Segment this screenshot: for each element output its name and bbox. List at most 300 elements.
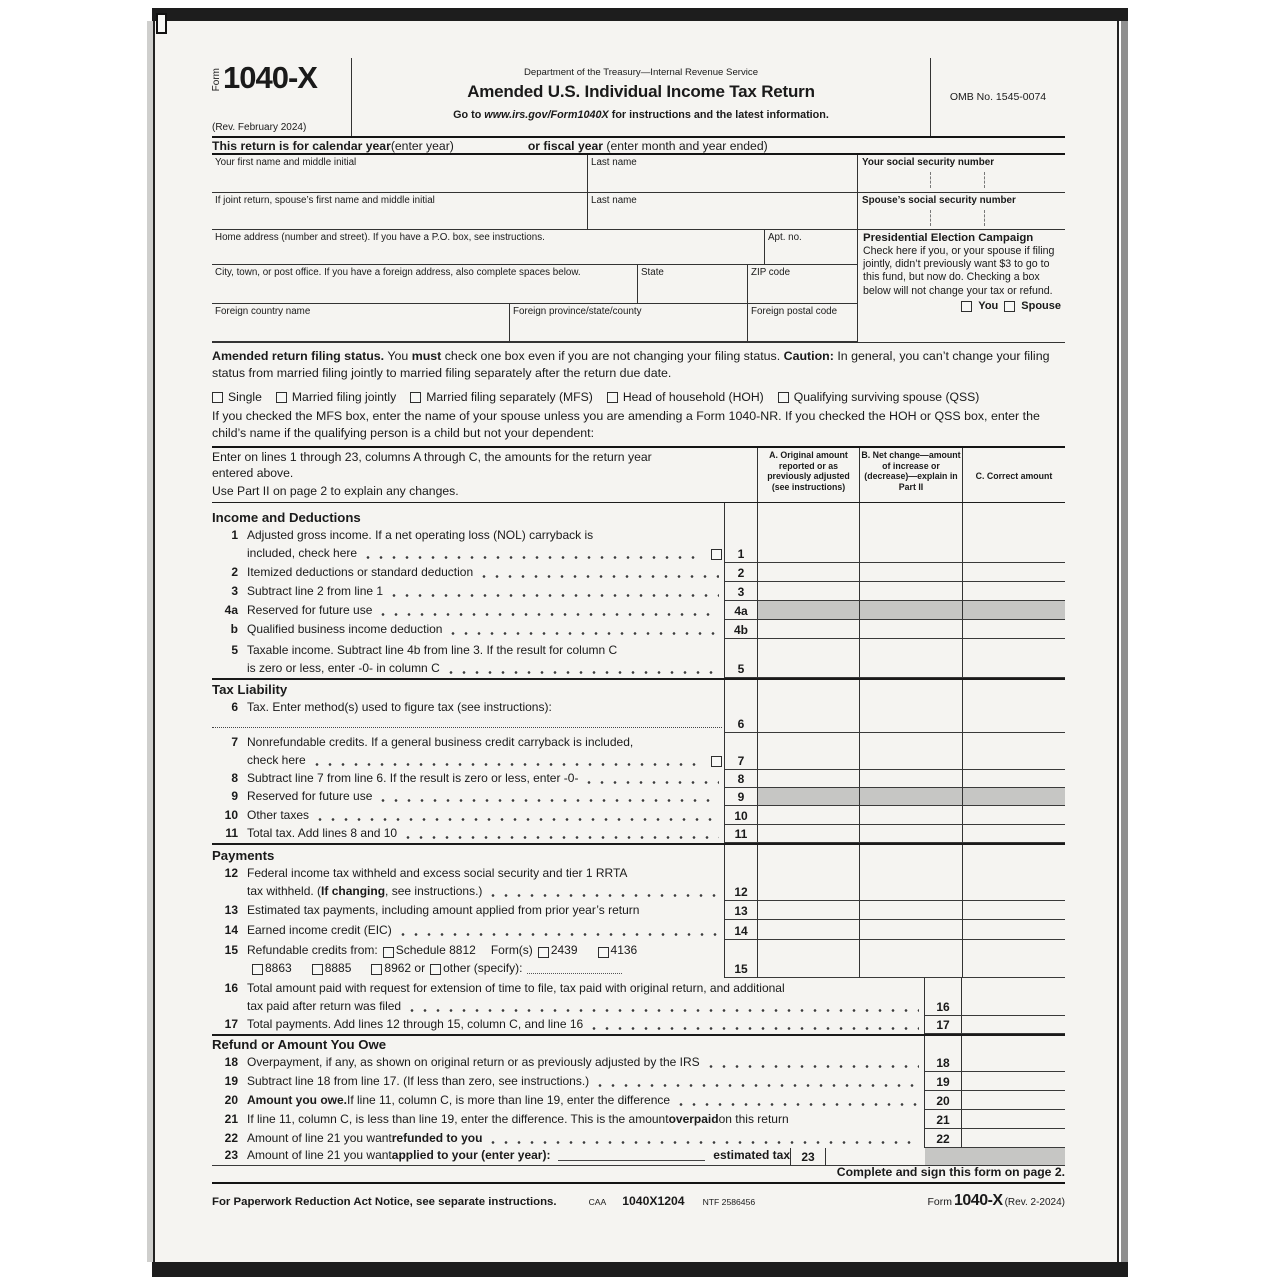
label-text: 8962 or: [384, 960, 426, 975]
label-text: 8863: [265, 960, 292, 975]
line-3-colB[interactable]: [860, 582, 963, 601]
line-19-number: 19: [925, 1072, 962, 1091]
table-row-line-5: [212, 639, 1065, 678]
label-text: Schedule 8812: [395, 943, 476, 958]
label-text: other (specify):: [443, 960, 523, 975]
section-heading: Payments: [212, 848, 275, 864]
fiscal-year-hint[interactable]: (enter month and year ended): [603, 138, 768, 153]
line-13-number: 13: [725, 901, 758, 920]
form-number-block: [212, 58, 352, 136]
presidential-election-campaign-box: [858, 230, 1065, 342]
table-row-line-14: [212, 920, 1065, 940]
line-number: 12: [224, 866, 238, 881]
line-11-colA[interactable]: [758, 825, 860, 843]
line-18-number: 18: [925, 1036, 962, 1072]
spouse-first-name-field[interactable]: [212, 193, 588, 230]
line-4b-number: 4b: [725, 620, 758, 639]
dot-leaders: [587, 780, 719, 785]
line-21-description: [212, 1110, 925, 1129]
ntf-number: NTF 2586456: [702, 1197, 756, 1207]
amounts-table-body: [212, 503, 1065, 1166]
irs-url: www.irs.gov/Form1040X: [484, 109, 609, 121]
goto-prefix: Go to: [453, 109, 485, 121]
line-12-colA[interactable]: [758, 845, 860, 901]
line-number: 23: [224, 1147, 238, 1162]
paperwork-notice: For Paperwork Reduction Act Notice, see separate instructions.: [212, 1196, 557, 1208]
label-text: , see instructions.): [385, 883, 483, 898]
line-9-colC[interactable]: [963, 788, 1065, 806]
checkbox[interactable]: [312, 964, 323, 975]
table-row-line-12: [212, 843, 1065, 901]
line-15-colC[interactable]: [963, 940, 1065, 978]
table-row-line-17: [212, 1016, 1065, 1034]
label-text: Other taxes: [247, 807, 310, 822]
label-text: 8885: [324, 960, 352, 975]
line-number: 21: [224, 1111, 238, 1126]
line-3-colC[interactable]: [963, 582, 1065, 601]
line-number: 6: [231, 700, 238, 714]
dot-leaders: [381, 612, 719, 617]
label-text: Estimated tax payments, including amount applied from prior year’s return: [247, 902, 640, 917]
line-14-colC[interactable]: [963, 920, 1065, 940]
line-21-amount[interactable]: [962, 1110, 1065, 1129]
form-header: [212, 58, 1065, 138]
line-14-colB[interactable]: [860, 920, 963, 940]
filing-status-must: must: [411, 349, 442, 363]
qss-label: Qualifying surviving spouse (QSS): [793, 390, 980, 404]
line-12-number: 12: [725, 845, 758, 901]
line-23-blank[interactable]: [826, 1148, 925, 1166]
line-number: 15: [224, 943, 238, 958]
dot-leaders: [318, 817, 719, 822]
column-b-header: B. Net change—amount of increase or (decrease)—explain in Part II: [860, 448, 963, 502]
section-heading: Refund or Amount You Owe: [212, 1036, 387, 1052]
label-text: Subtract line 7 from line 6. If the result is zero or less, enter -0-: [247, 770, 579, 785]
taxpayer-info-grid: [212, 155, 1065, 343]
table-row-line-4b: [212, 620, 1065, 639]
filing-status-caution: Caution:: [783, 349, 834, 363]
line-10-number: 10: [725, 806, 758, 825]
mfs-hoh-note: If you checked the MFS box, enter the name of your spouse unless you are amending a Form 1040-NR. If you checked the HOH or QSS box, enter the child’s name if the qualifying person is a child but not your dependent:: [212, 408, 1065, 448]
line-9-colB[interactable]: [860, 788, 963, 806]
table-row-line-13: [212, 901, 1065, 920]
sign-note-row: [212, 1166, 1065, 1184]
table-row-line-20: [212, 1091, 1065, 1110]
line-7-colA[interactable]: [758, 733, 860, 770]
line-4b-colA[interactable]: [758, 620, 860, 639]
apt-no-field[interactable]: [765, 230, 857, 266]
line-2-colB[interactable]: [860, 563, 963, 582]
line-4b-colC[interactable]: [963, 620, 1065, 639]
dot-leaders: [392, 593, 719, 598]
line-22-amount[interactable]: [962, 1129, 1065, 1148]
table-row-line-10: [212, 806, 1065, 825]
apt-no-label: Apt. no.: [768, 231, 802, 243]
dot-leaders: [451, 631, 719, 636]
ssn-divider: [930, 210, 931, 226]
line-5-number: 5: [725, 639, 758, 678]
sign-note: Complete and sign this form on page 2.: [836, 1165, 1065, 1179]
form-content: [212, 58, 1065, 1210]
table-row-line-19: [212, 1072, 1065, 1091]
foreign-province-field[interactable]: [510, 304, 748, 342]
line-12-description: [212, 845, 725, 901]
table-row-line-21: [212, 1110, 1065, 1129]
line-4a-colC[interactable]: [963, 601, 1065, 620]
line-13-colC[interactable]: [963, 901, 1065, 920]
dot-leaders: [592, 1026, 919, 1031]
first-name-field[interactable]: [212, 155, 588, 193]
table-row-line-2: [212, 563, 1065, 582]
table-row-line-7: [212, 733, 1065, 770]
line-10-colA[interactable]: [758, 806, 860, 825]
line-number: 9: [231, 788, 238, 803]
checkbox[interactable]: [371, 964, 382, 975]
checkbox[interactable]: [383, 947, 394, 958]
goto-suffix: for instructions and the latest information.: [608, 109, 829, 121]
table-row-line-1: [212, 503, 1065, 563]
line-1-number: 1: [725, 503, 758, 563]
state-label: State: [641, 267, 664, 279]
spouse-last-name-label: Last name: [591, 194, 637, 206]
line-7-description: [212, 733, 725, 770]
foreign-province-label: Foreign province/state/county: [513, 306, 642, 318]
line-6-colC[interactable]: [963, 680, 1065, 733]
label-text: Subtract line 18 from line 17. (If less than zero, see instructions.): [247, 1073, 590, 1088]
line-8-description: [212, 770, 725, 788]
line-14-description: [212, 920, 725, 940]
line-13-colB[interactable]: [860, 901, 963, 920]
filing-status-mfs[interactable]: [410, 390, 593, 404]
line-18-amount[interactable]: [962, 1036, 1065, 1072]
line-number: 10: [224, 807, 238, 822]
line-5-colB[interactable]: [860, 639, 963, 678]
line-21-number: 21: [925, 1110, 962, 1129]
line-number: 5: [231, 643, 238, 658]
table-row-line-23: [212, 1148, 1065, 1166]
line-number: 11: [225, 825, 238, 840]
filing-status-text: check one box even if you are not changing your filing status.: [441, 349, 784, 363]
label-text: Form(s): [490, 943, 533, 958]
dot-leaders: [482, 574, 719, 579]
table-intro-line2: Use Part II on page 2 to explain any changes.: [212, 484, 459, 498]
line-20-amount[interactable]: [962, 1091, 1065, 1110]
label-text: Nonrefundable credits. If a general business credit carryback is included,: [247, 735, 634, 750]
label-text: 4136: [610, 943, 638, 958]
line-number: 16: [224, 981, 238, 996]
line-15-colA[interactable]: [758, 940, 860, 978]
line-number: 3: [231, 583, 238, 598]
pec-body: Check here if you, or your spouse if filing jointly, didn’t previously want $3 to go to this fund, but now do. Checking a box below will not change your tax or refund.: [863, 244, 1055, 297]
line-4a-colA[interactable]: [758, 601, 860, 620]
qss-checkbox[interactable]: [778, 392, 789, 403]
label-text: Taxable income. Subtract line 4b from line 3. If the result for column C: [247, 643, 618, 658]
line-number: 19: [224, 1073, 238, 1088]
ssn-divider: [930, 172, 931, 188]
checkbox[interactable]: [252, 964, 263, 975]
dot-leaders: [491, 893, 719, 898]
table-row-line-15: [212, 940, 1065, 978]
pec-you-label: You: [978, 300, 999, 313]
label-text: If line 11, column C, is less than line 19, enter the difference. This is the amount: [247, 1111, 669, 1126]
checkbox[interactable]: [538, 947, 549, 958]
line-3-description: [212, 582, 725, 601]
pec-you-checkbox[interactable]: [961, 301, 972, 312]
form-footer: [212, 1192, 1065, 1210]
dot-leaders: [679, 1102, 919, 1107]
zip-label: ZIP code: [751, 267, 791, 279]
line-20-description: [212, 1091, 925, 1110]
column-c-header: C. Correct amount: [975, 470, 1053, 481]
page-right-shadow: [1121, 21, 1128, 1262]
filing-status-text: In general, you can’t change your filing status from married filing jointly to married filing separately after the return due date.: [212, 349, 1050, 380]
line-number: b: [230, 621, 238, 636]
calendar-year-label: This return is for calendar year: [212, 138, 391, 153]
line-2-colA[interactable]: [758, 563, 860, 582]
dot-leaders: [381, 798, 719, 803]
fiscal-year-label: or fiscal year: [527, 138, 604, 153]
label-text: Refundable credits from:: [247, 943, 378, 958]
table-intro: [212, 448, 758, 502]
line-2-colC[interactable]: [963, 563, 1065, 582]
line-17-amount[interactable]: [962, 1016, 1065, 1034]
pec-title: Presidential Election Campaign: [863, 231, 1034, 244]
label-text: Overpayment, if any, as shown on original return or as previously adjusted by the IRS: [247, 1054, 700, 1069]
line-7-colB[interactable]: [860, 733, 963, 770]
column-a-header: A. Original amount reported or as previously adjusted (see instructions): [758, 448, 860, 502]
line-20-number: 20: [925, 1091, 962, 1110]
line-9-colA[interactable]: [758, 788, 860, 806]
state-field[interactable]: [638, 265, 748, 304]
tax-method-write-in[interactable]: [212, 727, 722, 728]
line-7-colC[interactable]: [963, 733, 1065, 770]
line-2-number: 2: [725, 563, 758, 582]
line-4b-colB[interactable]: [860, 620, 963, 639]
line-3-colA[interactable]: [758, 582, 860, 601]
label-text: Federal income tax withheld and excess social security and tier 1 RRTA: [247, 866, 628, 881]
line-13-colA[interactable]: [758, 901, 860, 920]
line-10-colC[interactable]: [963, 806, 1065, 825]
table-row-line-22: [212, 1129, 1065, 1148]
footer-form-word: Form: [927, 1196, 952, 1208]
goto-line: [352, 109, 930, 121]
mfj-label: Married filing jointly: [291, 390, 397, 404]
last-name-field[interactable]: [588, 155, 857, 193]
line-8-colA[interactable]: [758, 770, 860, 788]
table-row-line-3: [212, 582, 1065, 601]
mfs-checkbox[interactable]: [410, 392, 421, 403]
home-address-field[interactable]: [212, 230, 765, 266]
footer-form-id: [928, 1192, 1066, 1210]
line-1-colC[interactable]: [963, 503, 1065, 563]
label-text-bold: Amount you owe.: [247, 1092, 347, 1107]
label-text: tax paid after return was filed: [247, 998, 402, 1013]
caa-mark: CAA: [588, 1197, 607, 1207]
table-row-line-4a: [212, 601, 1065, 620]
label-text: Amount of line 21 you want: [247, 1147, 392, 1162]
line-3-number: 3: [725, 582, 758, 601]
form-title: Amended U.S. Individual Income Tax Return: [467, 82, 815, 101]
line-1-colB[interactable]: [860, 503, 963, 563]
specify-write-in[interactable]: [527, 973, 622, 974]
city-field[interactable]: [212, 265, 638, 304]
foreign-postal-field[interactable]: [748, 304, 857, 342]
line-11-description: [212, 825, 725, 843]
filing-status-lead: Amended return filing status.: [212, 349, 385, 363]
line-1-colA[interactable]: [758, 503, 860, 563]
line-6-colA[interactable]: [758, 680, 860, 733]
ssn-divider: [984, 172, 985, 188]
mfj-checkbox[interactable]: [276, 392, 287, 403]
revision-date: (Rev. February 2024): [212, 122, 307, 133]
calendar-year-hint[interactable]: (enter year): [390, 138, 454, 153]
amounts-table-header: [212, 448, 1065, 503]
dot-leaders: [449, 670, 719, 675]
label-text: Itemized deductions or standard deduction: [247, 564, 474, 579]
label-text: Total amount paid with request for extension of time to file, tax paid with original return, and additional: [247, 981, 785, 996]
filing-status-mfj[interactable]: [276, 390, 396, 404]
table-row-line-6: [212, 678, 1065, 733]
checkbox[interactable]: [598, 947, 609, 958]
line-5-colA[interactable]: [758, 639, 860, 678]
footer-form-number: 1040-X: [954, 1192, 1003, 1209]
first-name-label: Your first name and middle initial: [215, 157, 357, 168]
line-10-colB[interactable]: [860, 806, 963, 825]
foreign-country-field[interactable]: [212, 304, 510, 342]
dot-leaders: [406, 835, 719, 840]
ssn-field[interactable]: [858, 155, 1065, 193]
single-checkbox[interactable]: [212, 392, 223, 403]
filing-status-hoh[interactable]: [607, 390, 764, 404]
table-intro-line1: Enter on lines 1 through 23, columns A through C, the amounts for the return year entered above.: [212, 450, 652, 480]
checkbox[interactable]: [711, 549, 722, 560]
line-5-colC[interactable]: [963, 639, 1065, 678]
line-number: 20: [224, 1092, 238, 1107]
line-12-colB[interactable]: [860, 845, 963, 901]
label-text: If line 11, column C, is more than line 19, enter the difference: [347, 1092, 671, 1107]
line-17-description: [212, 1016, 925, 1034]
label-text: tax withheld. (: [247, 883, 322, 898]
foreign-postal-label: Foreign postal code: [751, 306, 838, 318]
hoh-checkbox[interactable]: [607, 392, 618, 403]
home-address-label: Home address (number and street). If you have a P.O. box, see instructions.: [215, 231, 545, 243]
line-22-number: 22: [925, 1129, 962, 1148]
year-write-in[interactable]: [558, 1160, 705, 1161]
section-heading: Tax Liability: [212, 682, 288, 697]
label-text: is zero or less, enter -0- in column C: [247, 660, 440, 675]
line-5-description: [212, 639, 725, 678]
label-text-bold: applied to your (enter year):: [391, 1147, 551, 1162]
dot-leaders: [401, 932, 719, 937]
spouse-first-name-label: If joint return, spouse’s first name and middle initial: [215, 194, 435, 206]
line-19-amount[interactable]: [962, 1072, 1065, 1091]
mfs-label: Married filing separately (MFS): [426, 390, 593, 404]
line-12-colC[interactable]: [963, 845, 1065, 901]
label-text-bold: estimated tax: [713, 1147, 790, 1162]
line-number: 2: [231, 564, 238, 579]
line-8-colC[interactable]: [963, 770, 1065, 788]
label-text: Earned income credit (EIC): [247, 922, 392, 937]
line-number: 14: [224, 922, 238, 937]
line-23-reserved: [925, 1148, 1065, 1166]
form-word: Form: [211, 68, 222, 92]
line-8-colB[interactable]: [860, 770, 963, 788]
ssn-label: Your social security number: [862, 157, 995, 168]
line-13-description: [212, 901, 725, 920]
ssn-divider: [984, 210, 985, 226]
line-4a-number: 4a: [725, 601, 758, 620]
checkbox[interactable]: [430, 964, 441, 975]
dot-leaders: [410, 1008, 919, 1013]
label-text: Total tax. Add lines 8 and 10: [247, 825, 398, 840]
label-text: check here: [247, 752, 306, 767]
table-row-line-18: [212, 1034, 1065, 1072]
department-line: Department of the Treasury—Internal Revenue Service: [523, 67, 759, 78]
dot-leaders: [709, 1064, 919, 1069]
line-number: 17: [224, 1016, 238, 1031]
line-8-number: 8: [725, 770, 758, 788]
spouse-ssn-field[interactable]: [858, 193, 1065, 230]
omb-number: OMB No. 1545-0074: [930, 58, 1065, 136]
filing-status-single[interactable]: [212, 390, 262, 404]
line-14-colA[interactable]: [758, 920, 860, 940]
line-number: 22: [224, 1130, 238, 1145]
filing-status-text: You: [384, 349, 412, 363]
label-text: on this return: [718, 1111, 789, 1126]
checkbox[interactable]: [711, 756, 722, 767]
line-6-colB[interactable]: [860, 680, 963, 733]
line-15-number: 15: [725, 940, 758, 978]
scan-corner-mark: [156, 13, 167, 34]
fiscal-year-group: [528, 139, 768, 153]
line-9-description: [212, 788, 725, 806]
line-16-number: 16: [925, 978, 962, 1016]
zip-field[interactable]: [748, 265, 857, 304]
filing-status-options: [212, 386, 1065, 408]
label-text: Adjusted gross income. If a net operating loss (NOL) carryback is: [247, 528, 594, 543]
table-row-line-8: [212, 770, 1065, 788]
table-row-line-16: [212, 978, 1065, 1016]
line-16-description: [212, 978, 925, 1016]
line-number: 18: [224, 1054, 238, 1069]
label-text: Reserved for future use: [247, 788, 373, 803]
label-text: 2439: [550, 943, 578, 958]
spouse-last-name-field[interactable]: [588, 193, 857, 230]
spouse-ssn-label: Spouse’s social security number: [862, 194, 1016, 206]
label-text-bold: refunded to you: [391, 1130, 483, 1145]
table-row-line-9: [212, 788, 1065, 806]
pec-spouse-checkbox[interactable]: [1004, 301, 1015, 312]
line-4a-colB[interactable]: [860, 601, 963, 620]
line-16-amount[interactable]: [962, 978, 1065, 1016]
line-22-description: [212, 1129, 925, 1148]
line-19-description: [212, 1072, 925, 1091]
line-11-colB[interactable]: [860, 825, 963, 843]
line-11-colC[interactable]: [963, 825, 1065, 843]
return-year-row: [212, 138, 1065, 155]
label-text-bold: If changing: [321, 883, 386, 898]
line-15-colB[interactable]: [860, 940, 963, 978]
form-title-block: [352, 58, 930, 136]
line-1-description: [212, 503, 725, 563]
filing-status-qss[interactable]: [778, 390, 980, 404]
dot-leaders: [366, 555, 701, 560]
scan-top-bar: [152, 8, 1128, 21]
label-text: Amount of line 21 you want: [247, 1130, 392, 1145]
line-number: 13: [224, 902, 238, 917]
line-7-number: 7: [725, 733, 758, 770]
foreign-country-label: Foreign country name: [215, 306, 311, 318]
